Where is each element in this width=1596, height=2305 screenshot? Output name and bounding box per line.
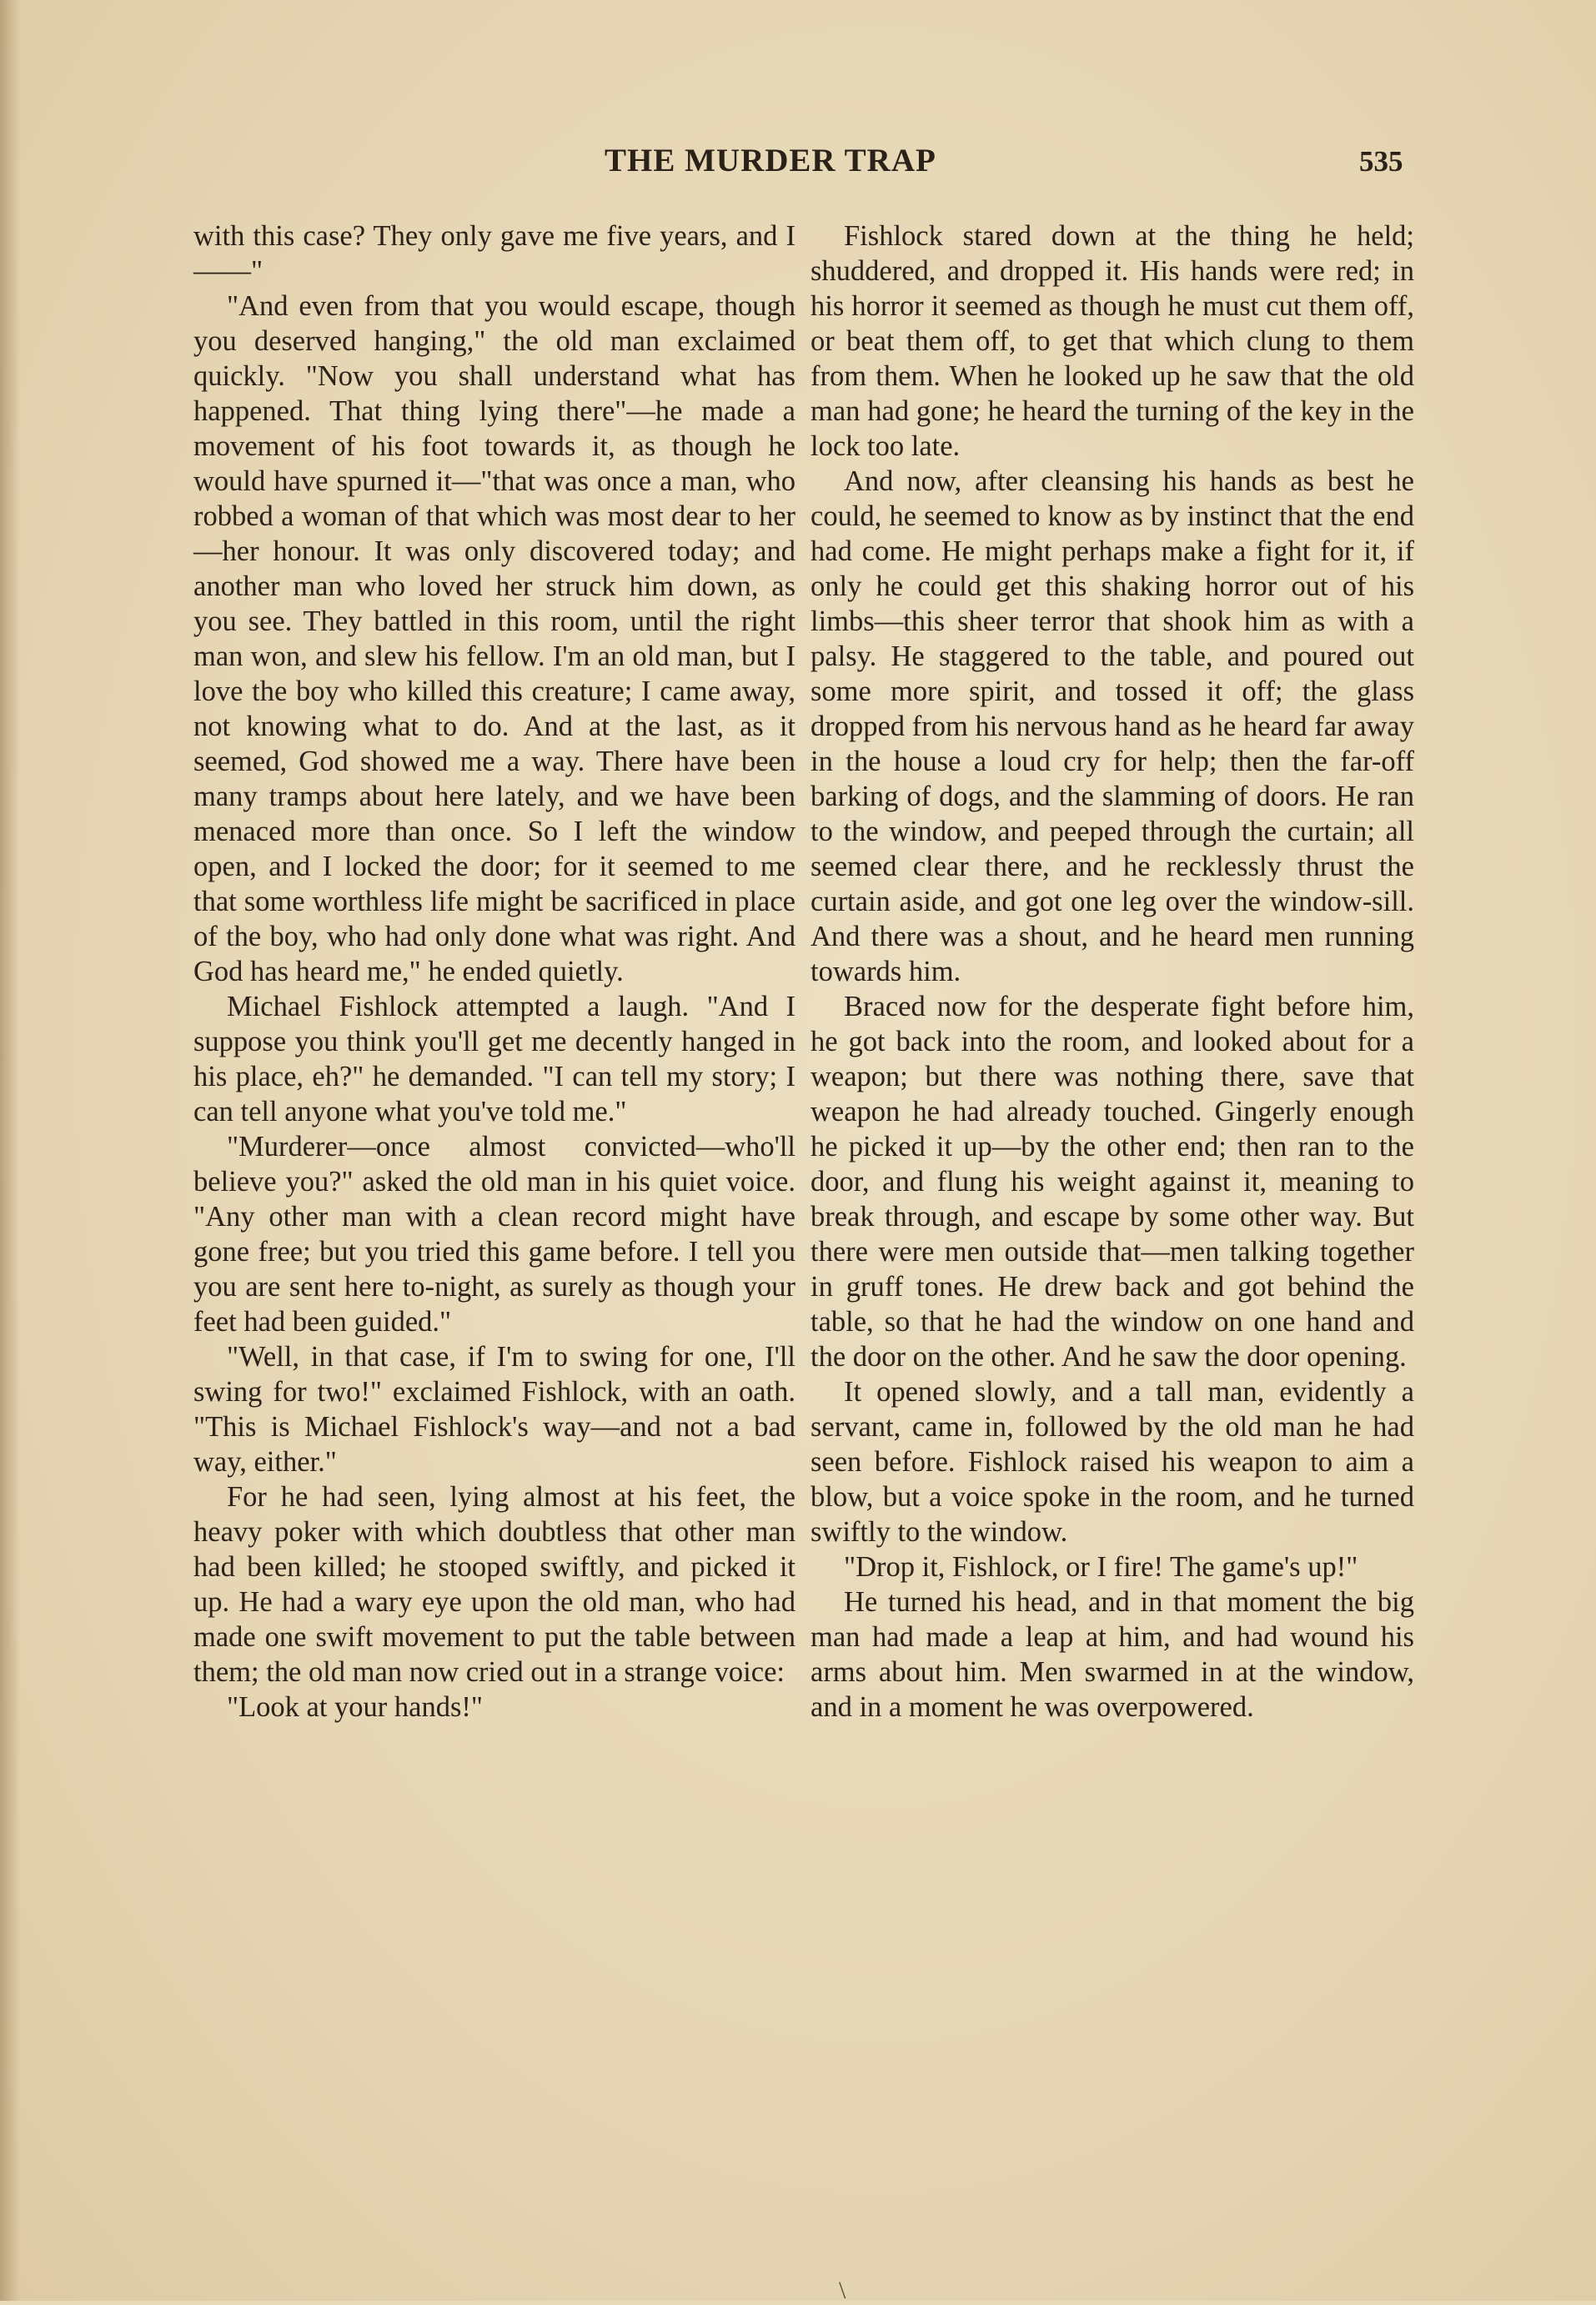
paragraph: "Well, in that case, if I'm to swing for one, I'll swing for two!" exclaimed Fishlock, with an oath. "This is Michael Fishlock's way—and not a bad way, either." bbox=[193, 1341, 795, 1478]
paragraph: He turned his head, and in that moment the big man had made a leap at him, and had wound his arms about him. Men swarmed in at the window, and in a moment he was overpowered. bbox=[811, 1586, 1414, 1723]
paragraph: "And even from that you would escape, though you deserved hanging," the old man exclaimed quickly. "Now you shall understand what has happened. That thing lying there"—he made a movement of his foot towards it, as though he would have spurned it—"that was once a man, who robbed a woman of that which was most dear to her—her honour. It was only discovered today; and another man who loved her struck him down, as you see. They battled in this room, until the right man won, and slew his fellow. I'm an old man, but I love the boy who killed this creature; I came away, not knowing what to do. And at the last, as it seemed, God showed me a way. There have been many tramps about here lately, and we have been menaced more than once. So I left the window open, and I locked the door; for it seemed to me that some worthless life might be sacrificed in place of the boy, who had only done what was right. And God has heard me," he ended quietly. bbox=[193, 290, 795, 987]
paragraph: with this case? They only gave me five years, and I——" bbox=[193, 220, 795, 287]
running-head bbox=[0, 142, 1596, 183]
footer-mark: \ bbox=[839, 2277, 846, 2304]
running-title: THE MURDER TRAP bbox=[605, 143, 936, 178]
left-column bbox=[193, 218, 795, 1725]
paragraph: "Murderer—once almost convicted—who'll believe you?" asked the old man in his quiet voice. "Any other man with a clean record might have gone free; but you tried this game before. I tell you you are sent here to-night, as surely as though your feet had been guided." bbox=[193, 1131, 795, 1338]
paragraph: Michael Fishlock attempted a laugh. "And I suppose you think you'll get me decently hanged in his place, eh?" he demanded. "I can tell my story; I can tell anyone what you've told me." bbox=[193, 991, 795, 1127]
paragraph: Fishlock stared down at the thing he held; shuddered, and dropped it. His hands were red; in his horror it seemed as though he must cut them off, or beat them off, to get that which clung to them from them. When he looked up he saw that the old man had gone; he heard the turning of the key in the lock too late. bbox=[811, 220, 1414, 462]
page-number: 535 bbox=[1359, 145, 1403, 178]
paragraph: Braced now for the desperate fight before him, he got back into the room, and looked about for a weapon; but there was nothing there, save that weapon he had already touched. Gingerly enough he picked it up—by the other end; then ran to the door, and flung his weight against it, meaning to break through, and escape by some other way. But there were men outside that—men talking together in gruff tones. He drew back and got behind the table, so that he had the window on one hand and the door on the other. And he saw the door opening. bbox=[811, 991, 1414, 1373]
paragraph: For he had seen, lying almost at his feet, the heavy poker with which doubtless that other man had been killed; he stooped swiftly, and picked it up. He had a wary eye upon the old man, who had made one swift movement to put the table between them; the old man now cried out in a strange voice: bbox=[193, 1481, 795, 1688]
paragraph: "Drop it, Fishlock, or I fire! The game's up!" bbox=[844, 1551, 1358, 1583]
paragraph: And now, after cleansing his hands as best he could, he seemed to know as by instinct that the end had come. He might perhaps make a fight for it, if only he could get this shaking horror out of his limbs—this sheer terror that shook him as with a palsy. He staggered to the table, and poured out some more spirit, and tossed it off; the glass dropped from his nervous hand as he heard far away in the house a loud cry for help; then the far-off barking of dogs, and the slamming of doors. He ran to the window, and peeped through the curtain; all seemed clear there, and he recklessly thrust the curtain aside, and got one leg over the window-sill. And there was a shout, and he heard men running towards him. bbox=[811, 465, 1414, 987]
paragraph: It opened slowly, and a tall man, evidently a servant, came in, followed by the old man he had seen before. Fishlock raised his weapon to aim a blow, but a voice spoke in the room, and he turned swiftly to the window. bbox=[811, 1376, 1414, 1548]
binding-shadow bbox=[0, 0, 20, 2301]
paragraph: "Look at your hands!" bbox=[227, 1691, 483, 1723]
right-column bbox=[811, 218, 1414, 1725]
